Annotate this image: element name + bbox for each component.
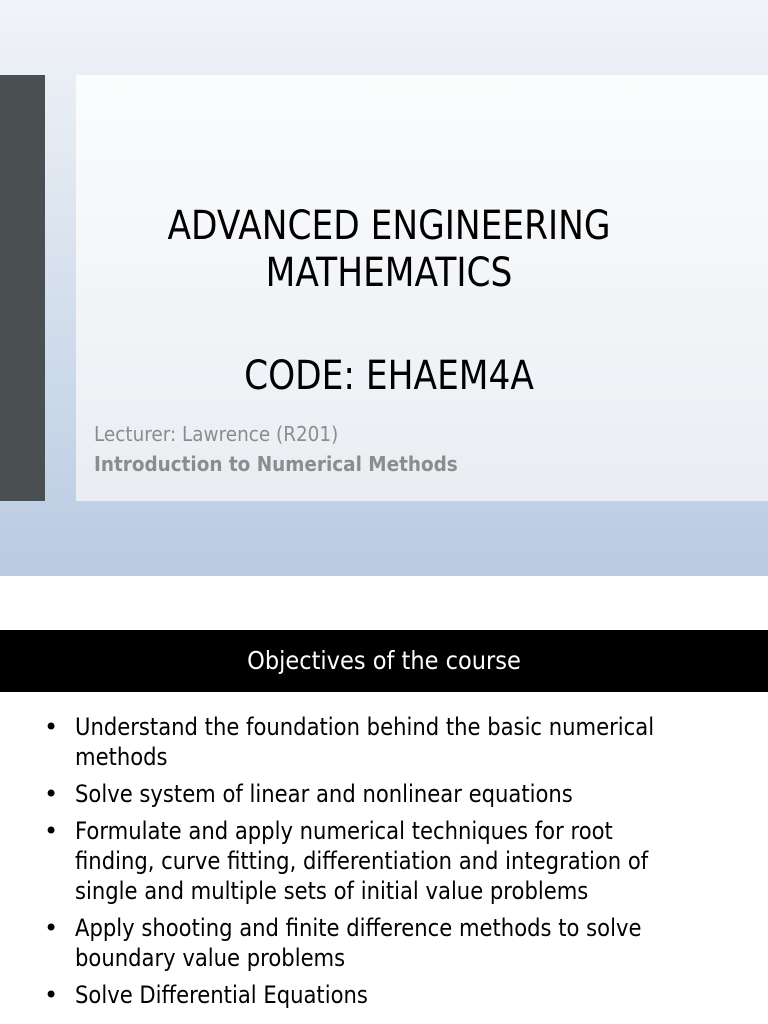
list-item [0, 980, 768, 1010]
slide-accent-bar [0, 75, 45, 501]
slide-subtitle: Introduction to Numerical Methods [94, 452, 458, 476]
lecturer-line: Lecturer: Lawrence (R201) [94, 422, 339, 446]
list-item-text: Understand the foundation behind the basic numerical methods [75, 713, 655, 771]
bullet-icon: • [44, 914, 59, 942]
list-item-text: Formulate and apply numerical techniques for root finding, curve fitting, differentiation and integration of single and multiple sets of initial value problems [75, 817, 649, 905]
list-item [0, 816, 768, 906]
objectives-heading: Objectives of the course [247, 646, 521, 675]
course-code: CODE: EHAEM4A [244, 353, 534, 399]
course-title: ADVANCED ENGINEERING MATHEMATICS [167, 203, 611, 296]
list-item-text: Solve Differential Equations [75, 981, 368, 1009]
list-item [0, 712, 768, 772]
bullet-icon: • [44, 780, 59, 808]
list-item-text: Apply shooting and finite difference methods to solve boundary value problems [75, 914, 642, 972]
objectives-header-bar [0, 630, 768, 692]
title-panel [76, 75, 768, 501]
list-item-text: Solve system of linear and nonlinear equations [75, 780, 573, 808]
objectives-list [0, 712, 768, 1017]
bullet-icon: • [44, 817, 59, 845]
bullet-icon: • [44, 713, 59, 741]
bullet-icon: • [44, 981, 59, 1009]
list-item [0, 913, 768, 973]
list-item [0, 779, 768, 809]
